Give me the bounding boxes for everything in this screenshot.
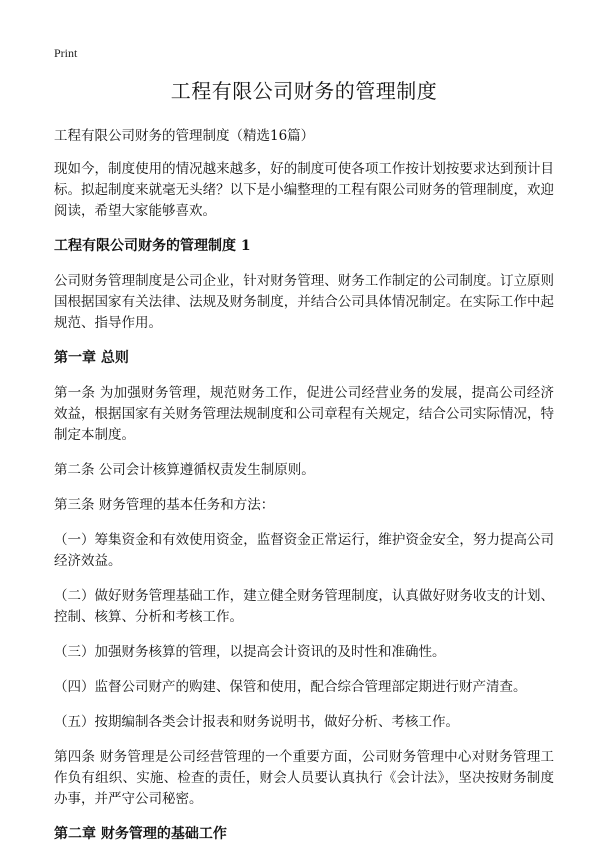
list-item: （一）筹集资金和有效使用资金，监督资金正常运行，维护资金安全，努力提高公司经济效益。 (54, 532, 554, 569)
article-paragraph: 第四条 财务管理是公司经营管理的一个重要方面，公司财务管理中心对财务管理工作负有组织、实施、检查的责任，财会人员要认真执行《会计法》，坚决按财务制度办事，并严守公司秘密。 (54, 749, 554, 807)
article-paragraph: 第一条 为加强财务管理，规范财务工作，促进公司经营业务的发展，提高公司经济效益，根据国家有关财务管理法规制度和公司章程有关规定，结合公司实际情况，特制定本制度。 (54, 385, 554, 443)
list-item: （四）监督公司财产的购建、保管和使用，配合综合管理部定期进行财产清查。 (54, 679, 527, 695)
list-item: （二）做好财务管理基础工作，建立健全财务管理制度，认真做好财务收支的计划、控制、核算、分析和考核工作。 (54, 588, 554, 625)
intro-paragraph: 现如今，制度使用的情况越来越多，好的制度可使各项工作按计划按要求达到预计目标。拟起制度来就毫无头绪？以下是小编整理的工程有限公司财务的管理制度，欢迎阅读，希望大家能够喜欢。 (54, 161, 554, 219)
section-heading: 工程有限公司财务的管理制度 1 (54, 238, 251, 254)
article-paragraph: 第三条 财务管理的基本任务和方法： (54, 497, 275, 513)
article-paragraph: 第二条 公司会计核算遵循权责发生制原则。 (54, 462, 315, 478)
chapter-heading: 第二章 财务管理的基础工作 (54, 826, 227, 842)
section-intro-paragraph: 公司财务管理制度是公司企业，针对财务管理、财务工作制定的公司制度。订立原则国根据国家有关法律、法规及财务制度，并结合公司具体情况制定。在实际工作中起规范、指导作用。 (54, 273, 554, 331)
chapter-heading: 第一章 总则 (54, 350, 129, 366)
print-link[interactable]: Print (54, 46, 78, 60)
document-page (54, 76, 554, 859)
list-item: （三）加强财务核算的管理，以提高会计资讯的及时性和准确性。 (54, 644, 446, 660)
list-item: （五）按期编制各类会计报表和财务说明书，做好分析、考核工作。 (54, 714, 459, 730)
page-title: 工程有限公司财务的管理制度 (170, 79, 438, 103)
document-subtitle: 工程有限公司财务的管理制度（精选16篇） (54, 128, 315, 144)
